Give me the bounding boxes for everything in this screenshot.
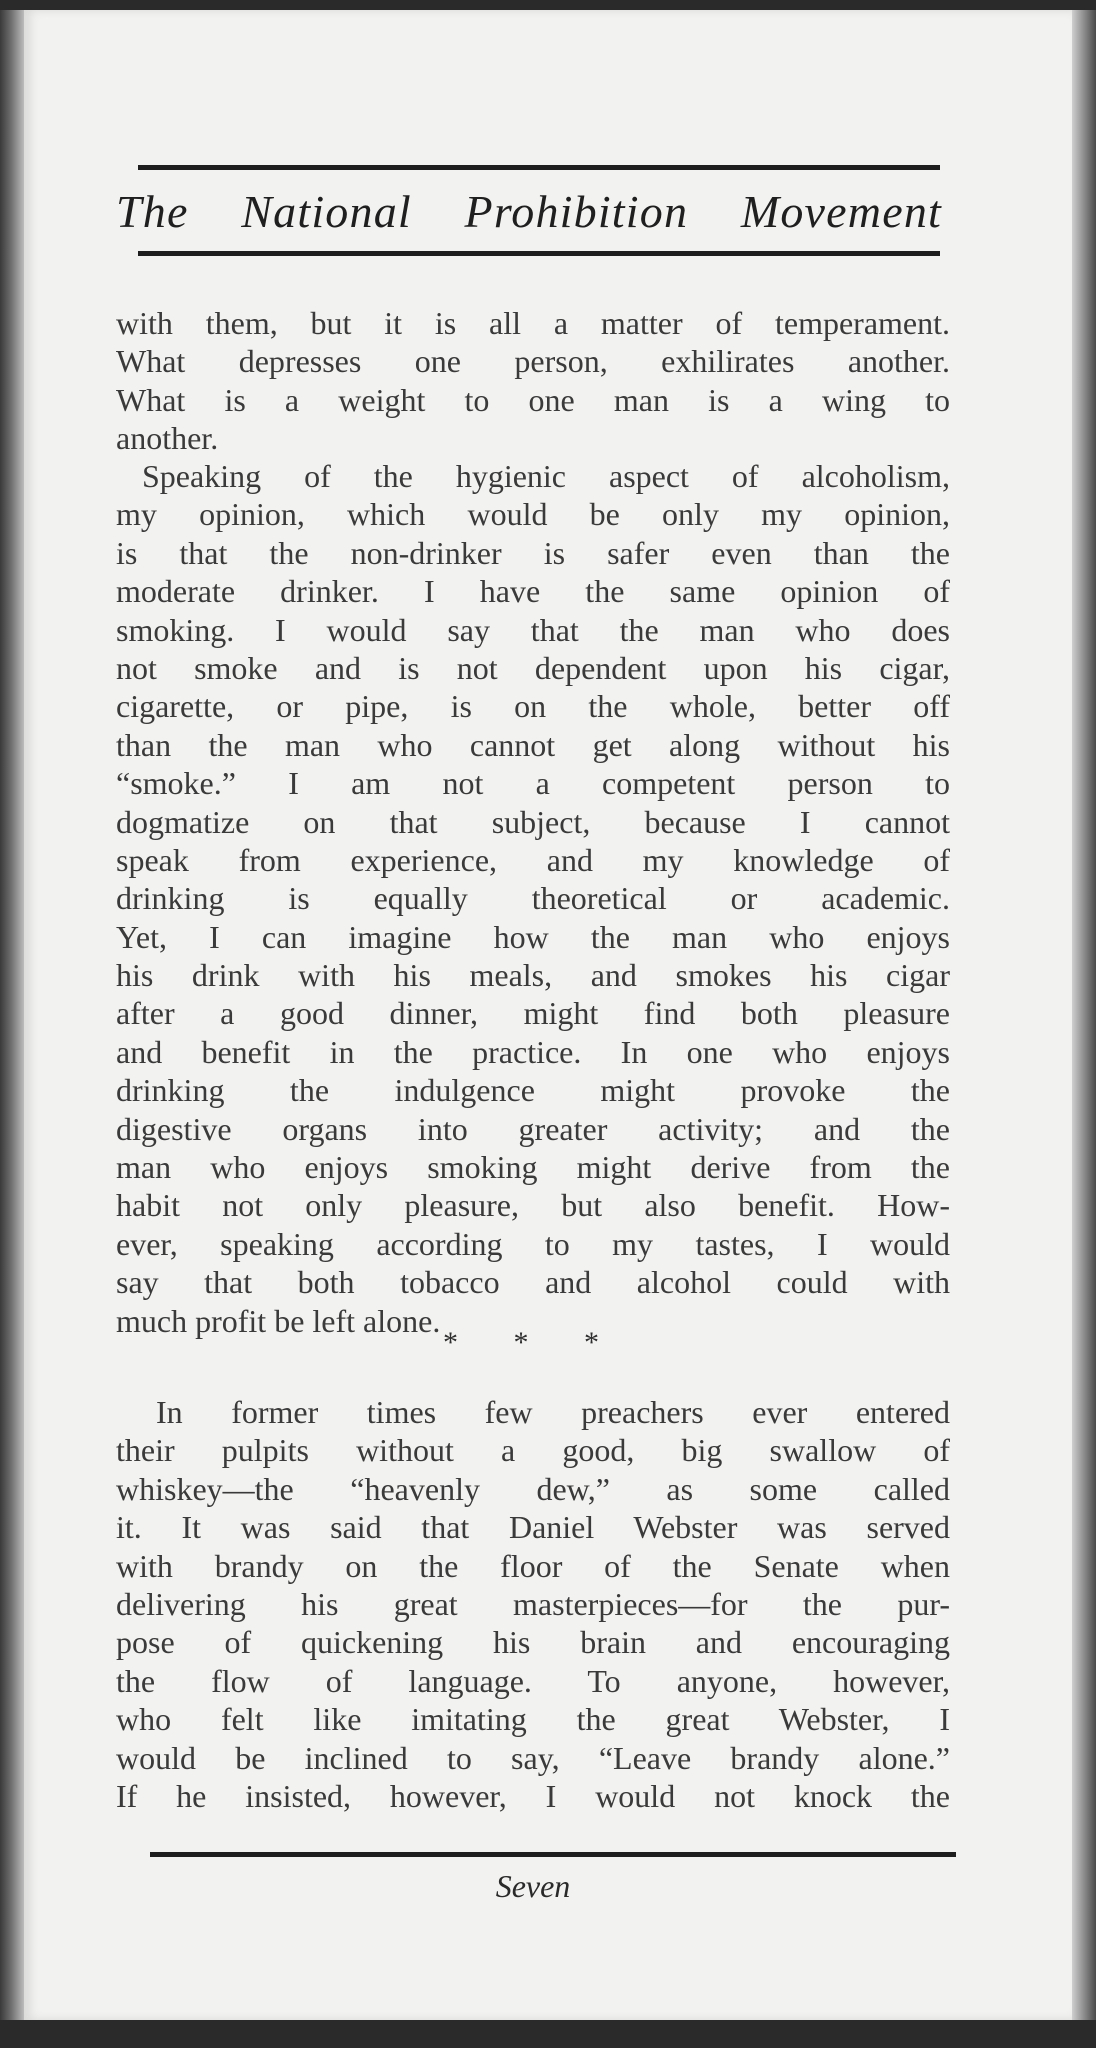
text-line: much profit be left alone. (116, 1302, 441, 1339)
header-bottom-rule (138, 251, 940, 256)
text-line: What is a weight to one man is a wing to (116, 381, 950, 418)
scan-right-edge (1072, 10, 1096, 2020)
text-line: whiskey—the “heavenly dew,” as some called (116, 1470, 950, 1507)
text-line: his drink with his meals, and smokes his cigar (116, 957, 950, 994)
text-line: moderate drinker. I have the same opinion of (116, 573, 950, 610)
scan-top-edge (0, 0, 1096, 10)
text-line: not smoke and is not dependent upon his cigar, (116, 649, 950, 686)
text-line: say that both tobacco and alcohol could with (116, 1264, 950, 1301)
text-line: with brandy on the floor of the Senate when (116, 1547, 950, 1584)
running-head: The National Prohibition Movement (116, 186, 942, 237)
text-line: pose of quickening his brain and encouraging (116, 1624, 950, 1661)
text-line: smoking. I would say that the man who does (116, 611, 950, 648)
text-line: their pulpits without a good, big swallow of (116, 1432, 950, 1469)
header-top-rule (138, 165, 940, 170)
text-line: habit not only pleasure, but also benefit. How- (116, 1187, 950, 1224)
text-line: would be inclined to say, “Leave brandy alone.” (116, 1739, 950, 1776)
text-line: than the man who cannot get along without his (116, 726, 950, 763)
paragraph-1 (116, 304, 950, 458)
text-line: delivering his great masterpieces—for the pur- (116, 1585, 950, 1622)
scan-bottom-edge (0, 2020, 1096, 2048)
paragraph-2 (116, 457, 950, 1340)
book-gutter (0, 10, 24, 2020)
text-line: Speaking of the hygienic aspect of alcoholism, (142, 458, 950, 494)
text-line: Yet, I can imagine how the man who enjoys (116, 918, 950, 955)
text-line: is that the non-drinker is safer even than the (116, 534, 950, 571)
text-line: cigarette, or pipe, is on the whole, better off (116, 688, 950, 725)
section-break: * * * (443, 1326, 623, 1359)
text-line: another. (116, 420, 219, 457)
page-number: Seven (495, 1868, 571, 1904)
text-line: ever, speaking according to my tastes, I would (116, 1225, 950, 1262)
text-line: man who enjoys smoking might derive from the (116, 1149, 950, 1186)
text-line: drinking is equally theoretical or academic. (116, 880, 950, 917)
text-line: after a good dinner, might find both pleasure (116, 995, 950, 1032)
text-line: speak from experience, and my knowledge of (116, 841, 950, 878)
text-line: my opinion, which would be only my opinion, (116, 496, 950, 533)
text-line: with them, but it is all a matter of temperament. (116, 305, 950, 341)
text-line: the flow of language. To anyone, however, (116, 1662, 950, 1699)
footer-rule (150, 1852, 956, 1857)
paragraph-3 (116, 1393, 950, 1815)
text-line: it. It was said that Daniel Webster was served (116, 1509, 950, 1546)
text-line: If he insisted, however, I would not knock the (116, 1777, 950, 1814)
text-line: drinking the indulgence might provoke the (116, 1072, 950, 1109)
text-line: What depresses one person, exhilirates another. (116, 343, 950, 380)
text-line: In former times few preachers ever entered (156, 1394, 950, 1430)
text-line: who felt like imitating the great Webster, I (116, 1701, 950, 1738)
text-line: “smoke.” I am not a competent person to (116, 765, 950, 802)
text-line: dogmatize on that subject, because I cannot (116, 803, 950, 840)
text-line: digestive organs into greater activity; and the (116, 1110, 950, 1147)
text-line: and benefit in the practice. In one who enjoys (116, 1033, 950, 1070)
